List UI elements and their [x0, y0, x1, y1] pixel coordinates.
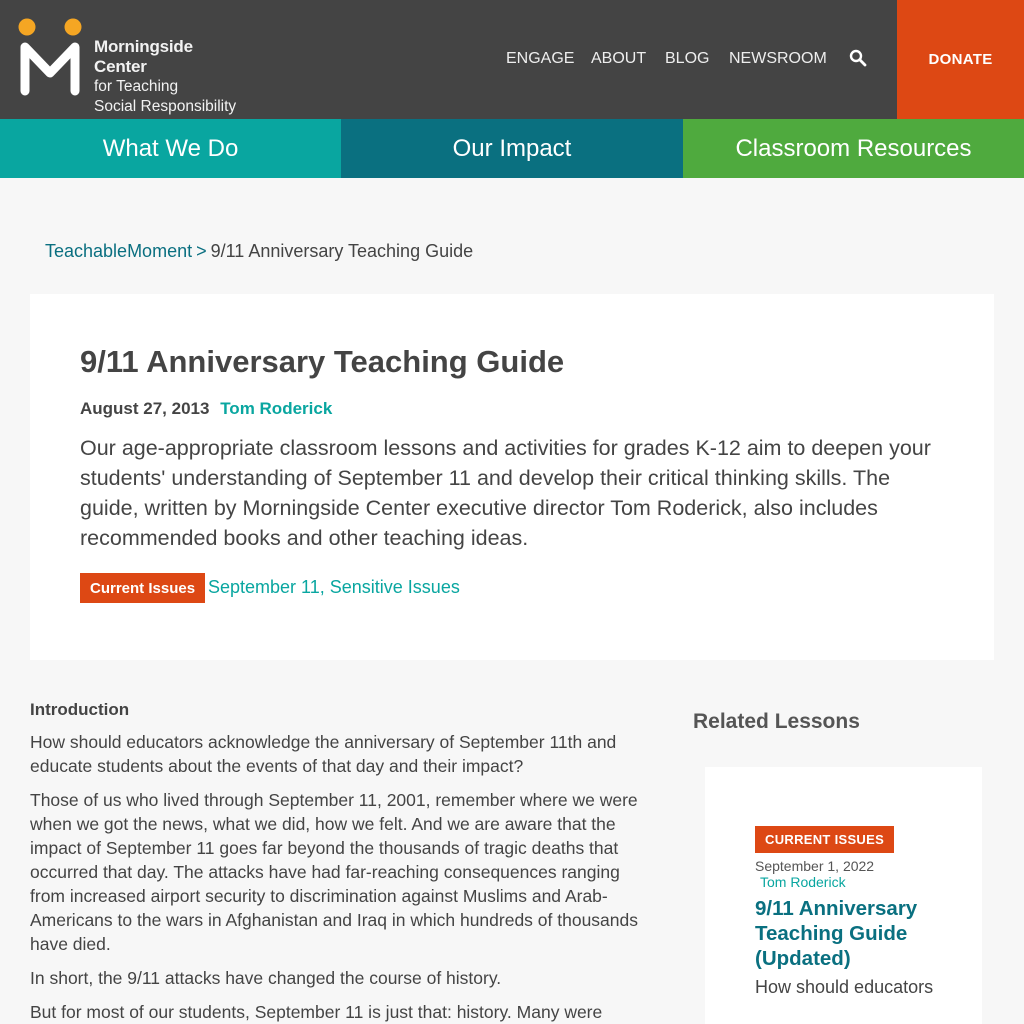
section-heading-introduction: Introduction	[30, 700, 130, 719]
tag-separator: ,	[319, 577, 330, 597]
logo-line-3: Social Responsibility	[94, 98, 237, 115]
category-badge[interactable]: Current Issues	[80, 573, 205, 603]
article-meta	[80, 399, 332, 419]
breadcrumb-separator: >	[196, 241, 207, 261]
nav-blog[interactable]: BLOG	[665, 50, 710, 67]
lesson-excerpt: How should educators	[755, 977, 934, 997]
lesson-author-link[interactable]: Tom Roderick	[760, 874, 846, 890]
article-card	[30, 294, 994, 660]
nav-newsroom[interactable]: NEWSROOM	[729, 50, 827, 67]
tab-classroom-resources[interactable]: Classroom Resources	[683, 119, 1024, 178]
breadcrumb-teachablemoment-link[interactable]: TeachableMoment	[45, 241, 193, 261]
lesson-title-link[interactable]: 9/11 Anniversary Teaching Guide (Updated)	[755, 897, 918, 970]
search-icon[interactable]	[849, 49, 869, 69]
body-paragraph: How should educators acknowledge the anniversary of September 11th and educate students about the events of that day and their impact?	[30, 732, 617, 776]
main-nav	[0, 119, 1024, 178]
nav-engage[interactable]: ENGAGE	[506, 50, 575, 67]
logo-line-1: Morningside Center	[94, 37, 193, 76]
article-summary: Our age-appropriate classroom lessons and activities for grades K-12 aim to deepen your students' understanding of September 11 and develop their critical thinking skills. The guide, written by Morningside Center executive director Tom Roderick, also includes recommended books and other teaching ideas.	[80, 436, 931, 550]
page-title: 9/11 Anniversary Teaching Guide	[80, 344, 565, 379]
body-paragraph: Those of us who lived through September 11, 2001, remember where we were when we got the news, what we did, how we felt. And we are aware that the impact of September 11 goes far beyond the thousands of tragic deaths that occurred that day. The attacks have had far-reaching consequences ranging from increased airport security to discrimination against Muslims and Arab-Americans to the wars in Afghanistan and Iraq in which hundreds of thousands have died.	[30, 790, 639, 954]
lesson-category-badge[interactable]: CURRENT ISSUES	[755, 826, 894, 853]
lesson-date: September 1, 2022	[755, 858, 875, 874]
nav-about[interactable]: ABOUT	[591, 50, 647, 67]
article-author-link[interactable]: Tom Roderick	[220, 399, 333, 418]
tag-sensitive-issues[interactable]: Sensitive Issues	[329, 577, 460, 597]
article-body	[30, 730, 642, 1024]
body-paragraph: In short, the 9/11 attacks have changed the course of history.	[30, 968, 502, 988]
site-logo[interactable]	[17, 17, 247, 115]
related-lessons-heading: Related Lessons	[693, 710, 860, 733]
logo-text	[94, 37, 247, 117]
breadcrumb	[45, 241, 473, 262]
donate-button[interactable]: DONATE	[897, 0, 1024, 119]
logo-line-2: for Teaching	[94, 78, 179, 95]
related-lesson-card[interactable]	[705, 767, 982, 1024]
morningside-logo-icon	[17, 17, 87, 99]
article-date: August 27, 2013	[80, 399, 210, 418]
body-paragraph: But for most of our students, September 11 is just that: history. Many were	[30, 1002, 603, 1022]
article-tags	[208, 577, 460, 598]
tab-our-impact[interactable]: Our Impact	[341, 119, 683, 178]
breadcrumb-current: 9/11 Anniversary Teaching Guide	[210, 241, 474, 261]
tab-what-we-do[interactable]: What We Do	[0, 119, 341, 178]
site-header	[0, 0, 1024, 119]
tag-september-11[interactable]: September 11	[208, 577, 320, 597]
